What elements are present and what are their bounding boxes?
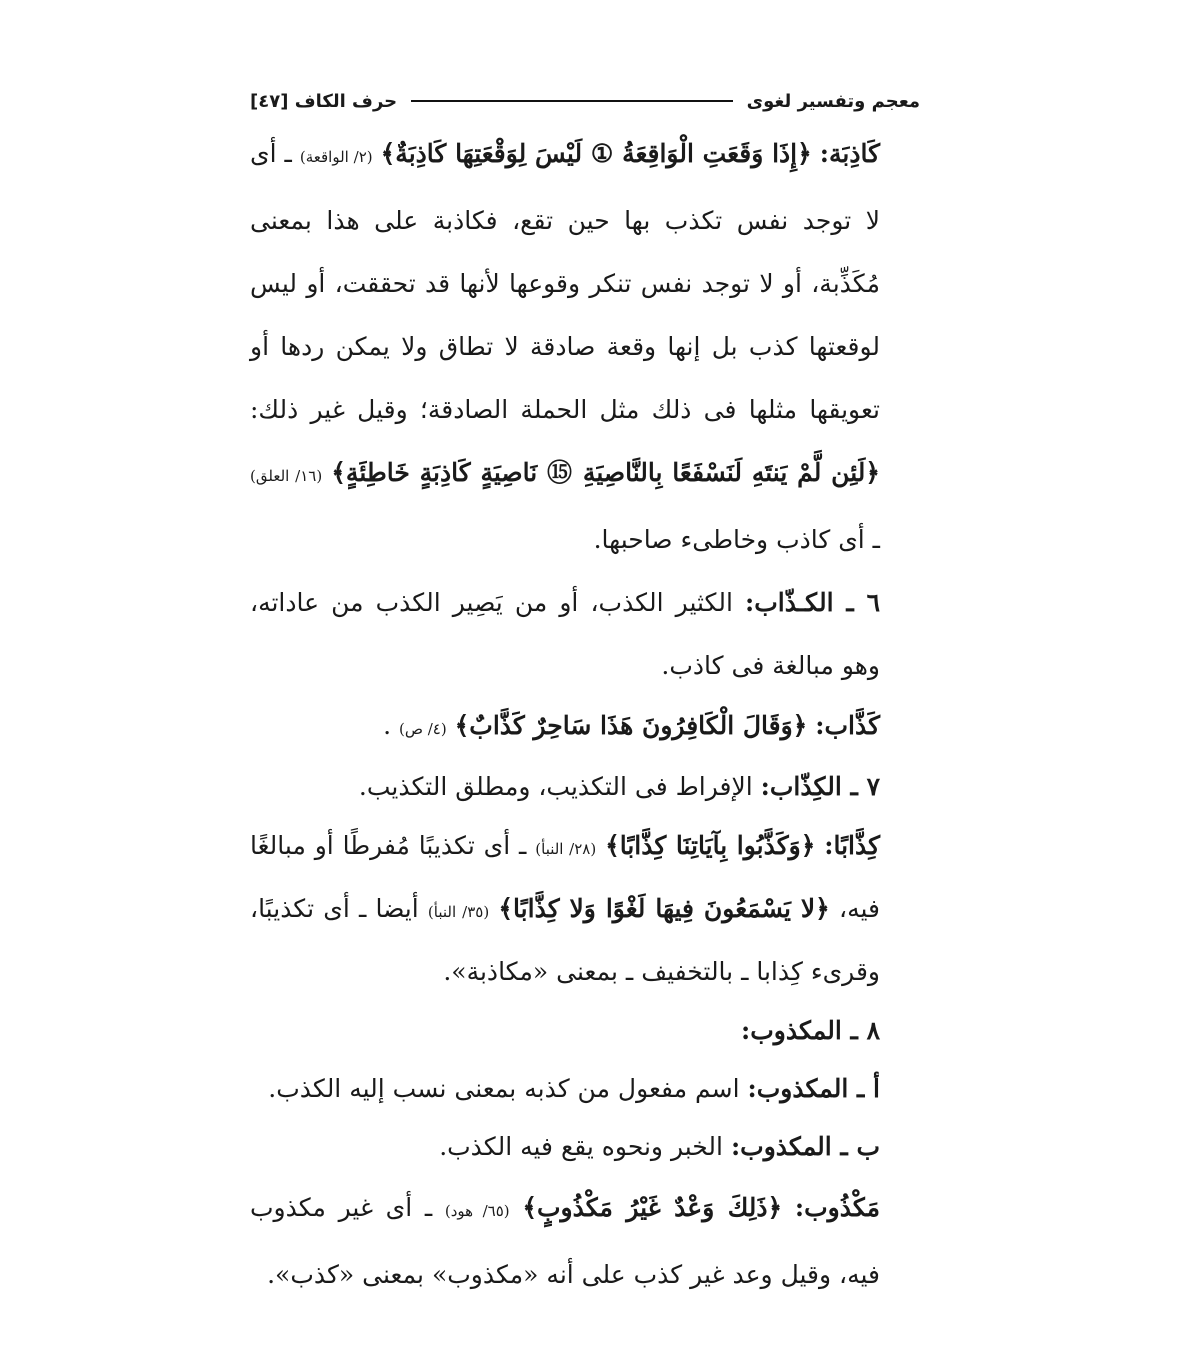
entry-kiddhab-7 bbox=[250, 758, 920, 816]
entry-kadhiba bbox=[250, 122, 920, 571]
entry-kiddhaban bbox=[250, 816, 920, 1002]
entry-label: أ ـ المكذوب: bbox=[747, 1074, 880, 1103]
entry-makdhub-8: ٨ ـ المكذوب: bbox=[741, 1016, 880, 1045]
quran-verse: ﴿إِذَا وَقَعَتِ الْوَاقِعَةُ ① لَيْسَ لِوَقْعَتِهَا كَاذِبَةٌ﴾ bbox=[380, 139, 812, 168]
entry-text: أيضا ـ أى تكذيبًا، وقرىء كِذابا ـ بالتخفيف ـ بمعنى «مكاذبة». bbox=[250, 894, 880, 986]
end-mark: . bbox=[383, 711, 392, 740]
verse-reference: (١٦/ العلق) bbox=[250, 467, 323, 485]
entry-makdhub-verse bbox=[250, 1176, 920, 1306]
book-title: معجم وتفسير لغوى bbox=[746, 90, 920, 112]
entry-text: ـ أى لا توجد نفس تكذب بها حين تقع، فكاذبة على هذا بمعنى مُكَذِّبة، أو لا توجد نفس تنكر وقوعها لأنها قد تحققت، أو ليس لوقعتها كذب بل إنها وقعة صادقة لا تطاق ولا يمكن ردها أو تعويقها مثلها فى ذلك مثل الحملة الصادقة؛ وقيل غير ذلك: bbox=[250, 139, 880, 424]
verse-reference: (٢/ الواقعة) bbox=[299, 148, 373, 166]
entry-label: مَكْذُوب: bbox=[794, 1193, 881, 1222]
entry-label: ٧ ـ الكِذّاب: bbox=[760, 772, 880, 801]
entry-text: اسم مفعول من كذبه بمعنى نسب إليه الكذب. bbox=[268, 1074, 740, 1103]
entry-text: الكثير الكذب، أو من يَصِير الكذب من عاداته، وهو مبالغة فى كاذب. bbox=[250, 588, 880, 680]
quran-verse: ﴿لا يَسْمَعُونَ فِيهَا لَغْوًا وَلا كِذَّابًا﴾ bbox=[498, 894, 830, 923]
entry-text: ـ أى كاذب وخاطىء صاحبها. bbox=[593, 525, 880, 554]
section-label: حرف الكاف [٤٧] bbox=[250, 90, 398, 112]
entry-text: الخبر ونحوه يقع فيه الكذب. bbox=[439, 1132, 723, 1161]
entry-makdhub-a bbox=[250, 1060, 920, 1118]
entry-label: ب ـ المكذوب: bbox=[730, 1132, 880, 1161]
entry-label: كَاذِبَة: bbox=[819, 139, 881, 168]
entry-makdhub-b bbox=[250, 1118, 920, 1176]
entry-label: كَذَّاب: bbox=[815, 711, 880, 740]
verse-reference: (٢٨/ النبأ) bbox=[535, 840, 597, 858]
verse-reference: (٦٥/ هود) bbox=[444, 1202, 510, 1220]
quran-verse: ﴿لَئِن لَّمْ يَنتَهِ لَنَسْفَعًا بِالنَّاصِيَةِ ⑮ نَاصِيَةٍ كَاذِبَةٍ خَاطِئَةٍ﴾ bbox=[331, 458, 881, 487]
quran-verse: ﴿وَقَالَ الْكَافِرُونَ هَذَا سَاحِرٌ كَذَّابٌ﴾ bbox=[454, 711, 808, 740]
entry-text: الإفراط فى التكذيب، ومطلق التكذيب. bbox=[358, 772, 753, 801]
quran-verse: ﴿وَكَذَّبُوا بِآيَاتِنَا كِذَّابًا﴾ bbox=[605, 831, 816, 860]
entry-label: كِذَّابًا: bbox=[824, 831, 881, 860]
entry-kaddhab-6 bbox=[250, 571, 920, 697]
verse-reference: (٤/ ص) bbox=[398, 720, 447, 738]
running-header bbox=[250, 88, 920, 114]
page bbox=[250, 88, 920, 1306]
entry-kaddab-verse bbox=[250, 697, 920, 758]
verse-reference: (٣٥/ النبأ) bbox=[427, 903, 490, 921]
quran-verse: ﴿ذَلِكَ وَعْدٌ غَيْرُ مَكْذُوبٍ﴾ bbox=[522, 1193, 783, 1222]
entry-text: ـ أى غير مكذوب فيه، وقيل وعد غير كذب على أنه «مكذوب» بمعنى «كذب». bbox=[250, 1193, 880, 1289]
header-rule bbox=[411, 100, 732, 102]
entry-text: ـ أى تكذيبًا مُفرطًا أو مبالغًا فيه، bbox=[250, 831, 880, 923]
entry-label: ٦ ـ الكـذّاب: bbox=[745, 588, 880, 617]
